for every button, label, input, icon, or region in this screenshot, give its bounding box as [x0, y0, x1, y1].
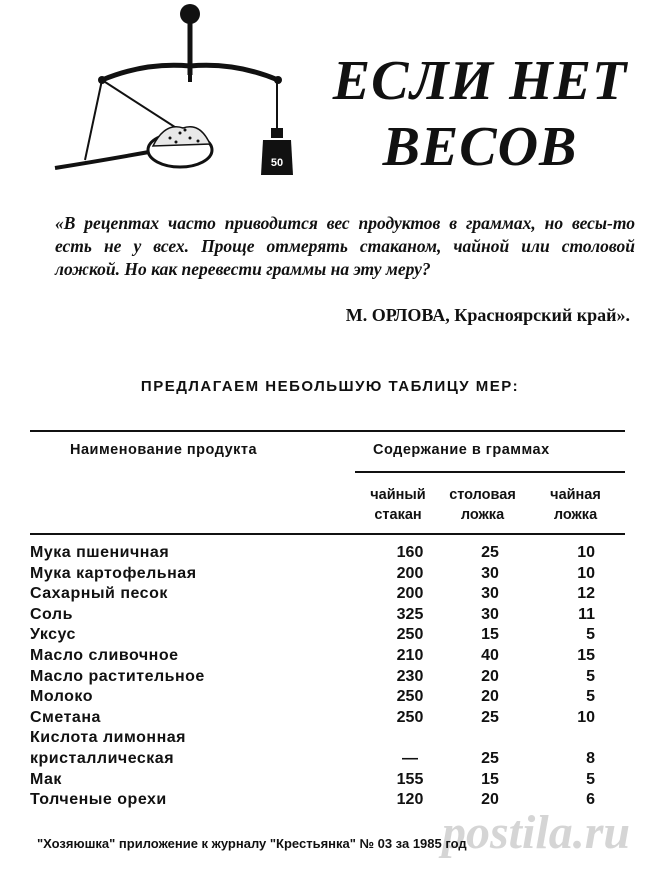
column-header-tablespoon: столовая ложка — [449, 487, 516, 523]
product-name: Толченые орехи — [30, 791, 167, 809]
table-top-rule — [30, 430, 625, 432]
tablespoon-grams: 30 — [481, 605, 499, 623]
glass-grams: 155 — [396, 770, 424, 788]
glass-grams: 200 — [396, 585, 424, 603]
column-header-teaspoon: чайная ложка — [550, 487, 601, 523]
watermark: postila.ru — [442, 806, 631, 859]
product-name: Сахарный песок — [30, 585, 168, 603]
quote-author: М. ОРЛОВА, Красноярский край». — [345, 305, 630, 325]
product-name: Мука картофельная — [30, 564, 197, 582]
product-name: Мука пшеничная — [30, 544, 170, 561]
table-row — [30, 687, 630, 708]
tablespoon-grams: 15 — [481, 770, 499, 788]
teaspoon-grams: 6 — [586, 791, 595, 809]
teaspoon-grams: 10 — [577, 564, 595, 582]
table-row — [30, 770, 630, 791]
teaspoon-grams: 5 — [586, 770, 595, 788]
tablespoon-grams: 40 — [481, 646, 499, 664]
table-row — [30, 708, 630, 729]
table-row — [30, 667, 630, 688]
product-name: Соль — [30, 605, 73, 623]
product-name: Уксус — [30, 626, 76, 644]
tablespoon-grams: 25 — [481, 544, 499, 561]
table-row — [30, 625, 630, 646]
glass-grams: 200 — [396, 564, 424, 582]
teaspoon-grams: 5 — [586, 667, 595, 685]
teaspoon-grams: 15 — [577, 646, 595, 664]
glass-grams: 325 — [396, 605, 424, 623]
table-row — [30, 728, 630, 769]
product-name: Молоко — [30, 688, 93, 706]
reader-quote: «В рецептах часто приводится вес продуктов в граммах, но весы-то есть не у всех. Проще отмерять стаканом, чайной или столовой ложкой. Но как перевести граммы на эту меру? — [55, 213, 635, 279]
tablespoon-grams: 30 — [481, 585, 499, 603]
product-name: Сметана — [30, 708, 101, 726]
tablespoon-grams: 20 — [481, 791, 499, 809]
column-header-rule — [30, 533, 625, 535]
table-row — [30, 646, 630, 667]
glass-grams: — — [402, 749, 418, 767]
tablespoon-grams: 20 — [481, 667, 499, 685]
table-row — [30, 605, 630, 626]
table-row — [30, 564, 630, 585]
product-name: Кислота лимонная кристаллическая — [30, 729, 186, 767]
teaspoon-grams: 5 — [586, 688, 595, 706]
product-name: Масло сливочное — [30, 646, 179, 664]
header-content: Содержание в граммах — [373, 442, 550, 458]
measures-table-body — [30, 543, 630, 811]
page-title — [330, 48, 630, 180]
glass-grams: 250 — [396, 708, 424, 726]
product-name: Масло растительное — [30, 667, 205, 685]
teaspoon-grams: 8 — [586, 749, 595, 767]
header-product: Наименование продукта — [70, 442, 258, 458]
glass-grams: 210 — [396, 646, 424, 664]
teaspoon-grams: 5 — [586, 626, 595, 644]
glass-grams: 250 — [396, 626, 424, 644]
table-row — [30, 584, 630, 605]
balance-scale-illustration — [45, 0, 305, 185]
tablespoon-grams: 15 — [481, 626, 499, 644]
source-footer: "Хозяюшка" приложение к журналу "Крестьянка" № 03 за 1985 год — [37, 836, 467, 851]
content-header-rule — [355, 471, 625, 473]
tablespoon-grams: 25 — [481, 708, 499, 726]
glass-grams: 230 — [396, 667, 424, 685]
tablespoon-grams: 30 — [481, 564, 499, 582]
teaspoon-grams: 10 — [577, 708, 595, 726]
teaspoon-grams: 10 — [577, 544, 595, 561]
table-row — [30, 543, 630, 564]
glass-grams: 250 — [396, 688, 424, 706]
teaspoon-grams: 11 — [578, 605, 595, 623]
title-line-1: ЕСЛИ НЕТ — [332, 50, 628, 112]
title-line-2: ВЕСОВ — [382, 116, 578, 178]
tablespoon-grams: 20 — [481, 688, 499, 706]
tablespoon-grams: 25 — [481, 749, 499, 767]
teaspoon-grams: 12 — [577, 585, 595, 603]
weight-label: 50 — [270, 157, 284, 169]
table-subtitle: ПРЕДЛАГАЕМ НЕБОЛЬШУЮ ТАБЛИЦУ МЕР: — [140, 378, 520, 395]
glass-grams: 120 — [396, 791, 424, 809]
column-header-glass: чайный стакан — [370, 487, 426, 523]
glass-grams: 160 — [396, 544, 424, 561]
product-name: Мак — [30, 770, 62, 788]
